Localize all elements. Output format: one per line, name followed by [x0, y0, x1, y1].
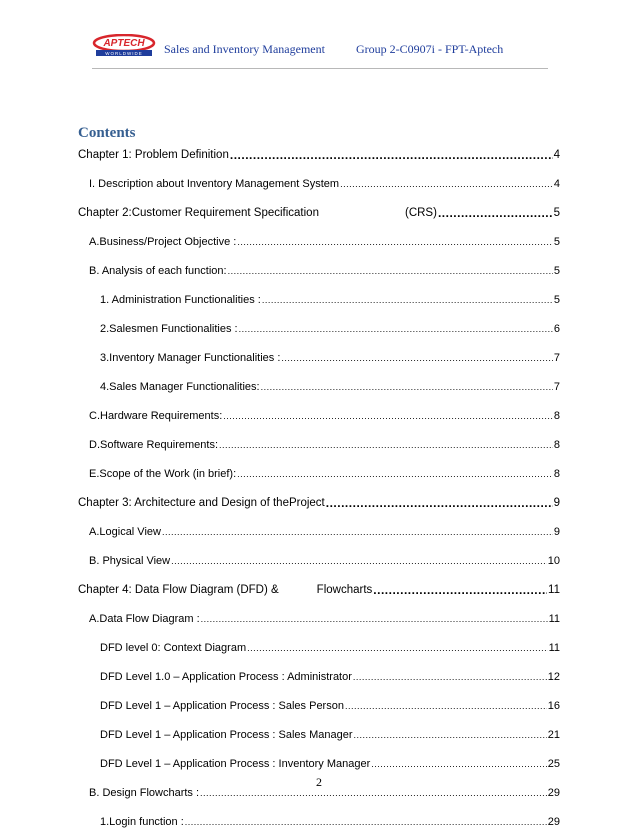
toc-entry-scope[interactable]: E.Scope of the Work (in brief): ..... 8: [78, 459, 560, 488]
toc-entry-dfd-level-0[interactable]: DFD level 0: Context Diagram ..... 11: [78, 633, 560, 662]
toc-entry-logical-view[interactable]: A.Logical View ..... 9: [78, 517, 560, 546]
toc-entry-software-requirements[interactable]: D.Software Requirements: ..... 8: [78, 430, 560, 459]
toc-entry-chapter-1[interactable]: Chapter 1: Problem Definition ..... 4: [78, 140, 560, 169]
toc-entry-salesmen-functionalities[interactable]: 2.Salesmen Functionalities : ..... 6: [78, 314, 560, 343]
aptech-logo: [92, 34, 156, 58]
svg-text:WORLDWIDE: WORLDWIDE: [105, 51, 143, 56]
toc-entry-inventory-manager-functionalities[interactable]: 3.Inventory Manager Functionalities : ..... 7: [78, 343, 560, 372]
toc-entry-data-flow-diagram[interactable]: A.Data Flow Diagram : ..... 11: [78, 604, 560, 633]
header-group: Group 2-C0907i - FPT-Aptech: [356, 42, 504, 56]
toc-entry-design-flowcharts[interactable]: B. Design Flowcharts : ..... 29: [78, 778, 560, 807]
page-number: 2: [316, 775, 322, 789]
toc-entry-login-function[interactable]: 1.Login function : ..... 29: [78, 807, 560, 836]
contents-heading: Contents: [78, 125, 136, 141]
toc-entry-analysis[interactable]: B. Analysis of each function: ..... 5: [78, 256, 560, 285]
toc-entry-hardware-requirements[interactable]: C.Hardware Requirements: ..... 8: [78, 401, 560, 430]
toc-entry-business-objective[interactable]: A.Business/Project Objective : ..... 5: [78, 227, 560, 256]
toc-entry-description[interactable]: I. Description about Inventory Management System ..... 4: [78, 169, 560, 198]
table-of-contents: [78, 140, 560, 836]
svg-text:APTECH: APTECH: [103, 38, 145, 49]
toc-entry-dfd-administrator[interactable]: DFD Level 1.0 – Application Process : Administrator ..... 12: [78, 662, 560, 691]
toc-entry-physical-view[interactable]: B. Physical View ..... 10: [78, 546, 560, 575]
toc-entry-dfd-inventory-manager[interactable]: DFD Level 1 – Application Process : Inventory Manager ..... 25: [78, 749, 560, 778]
toc-entry-admin-functionalities[interactable]: 1. Administration Functionalities : ..... 5: [78, 285, 560, 314]
toc-entry-sales-manager-functionalities[interactable]: 4.Sales Manager Functionalities: ..... 7: [78, 372, 560, 401]
toc-entry-chapter-4[interactable]: Chapter 4: Data Flow Diagram (DFD) & Flowcharts ..... 11: [78, 575, 560, 604]
page-header: [92, 34, 548, 69]
toc-entry-dfd-sales-manager[interactable]: DFD Level 1 – Application Process : Sales Manager ..... 21: [78, 720, 560, 749]
header-title: Sales and Inventory Management: [164, 42, 325, 56]
toc-entry-dfd-sales-person[interactable]: DFD Level 1 – Application Process : Sales Person ..... 16: [78, 691, 560, 720]
toc-entry-chapter-3[interactable]: Chapter 3: Architecture and Design of theProject ..... 9: [78, 488, 560, 517]
toc-entry-chapter-2[interactable]: Chapter 2:Customer Requirement Specification (CRS) ..... 5: [78, 198, 560, 227]
